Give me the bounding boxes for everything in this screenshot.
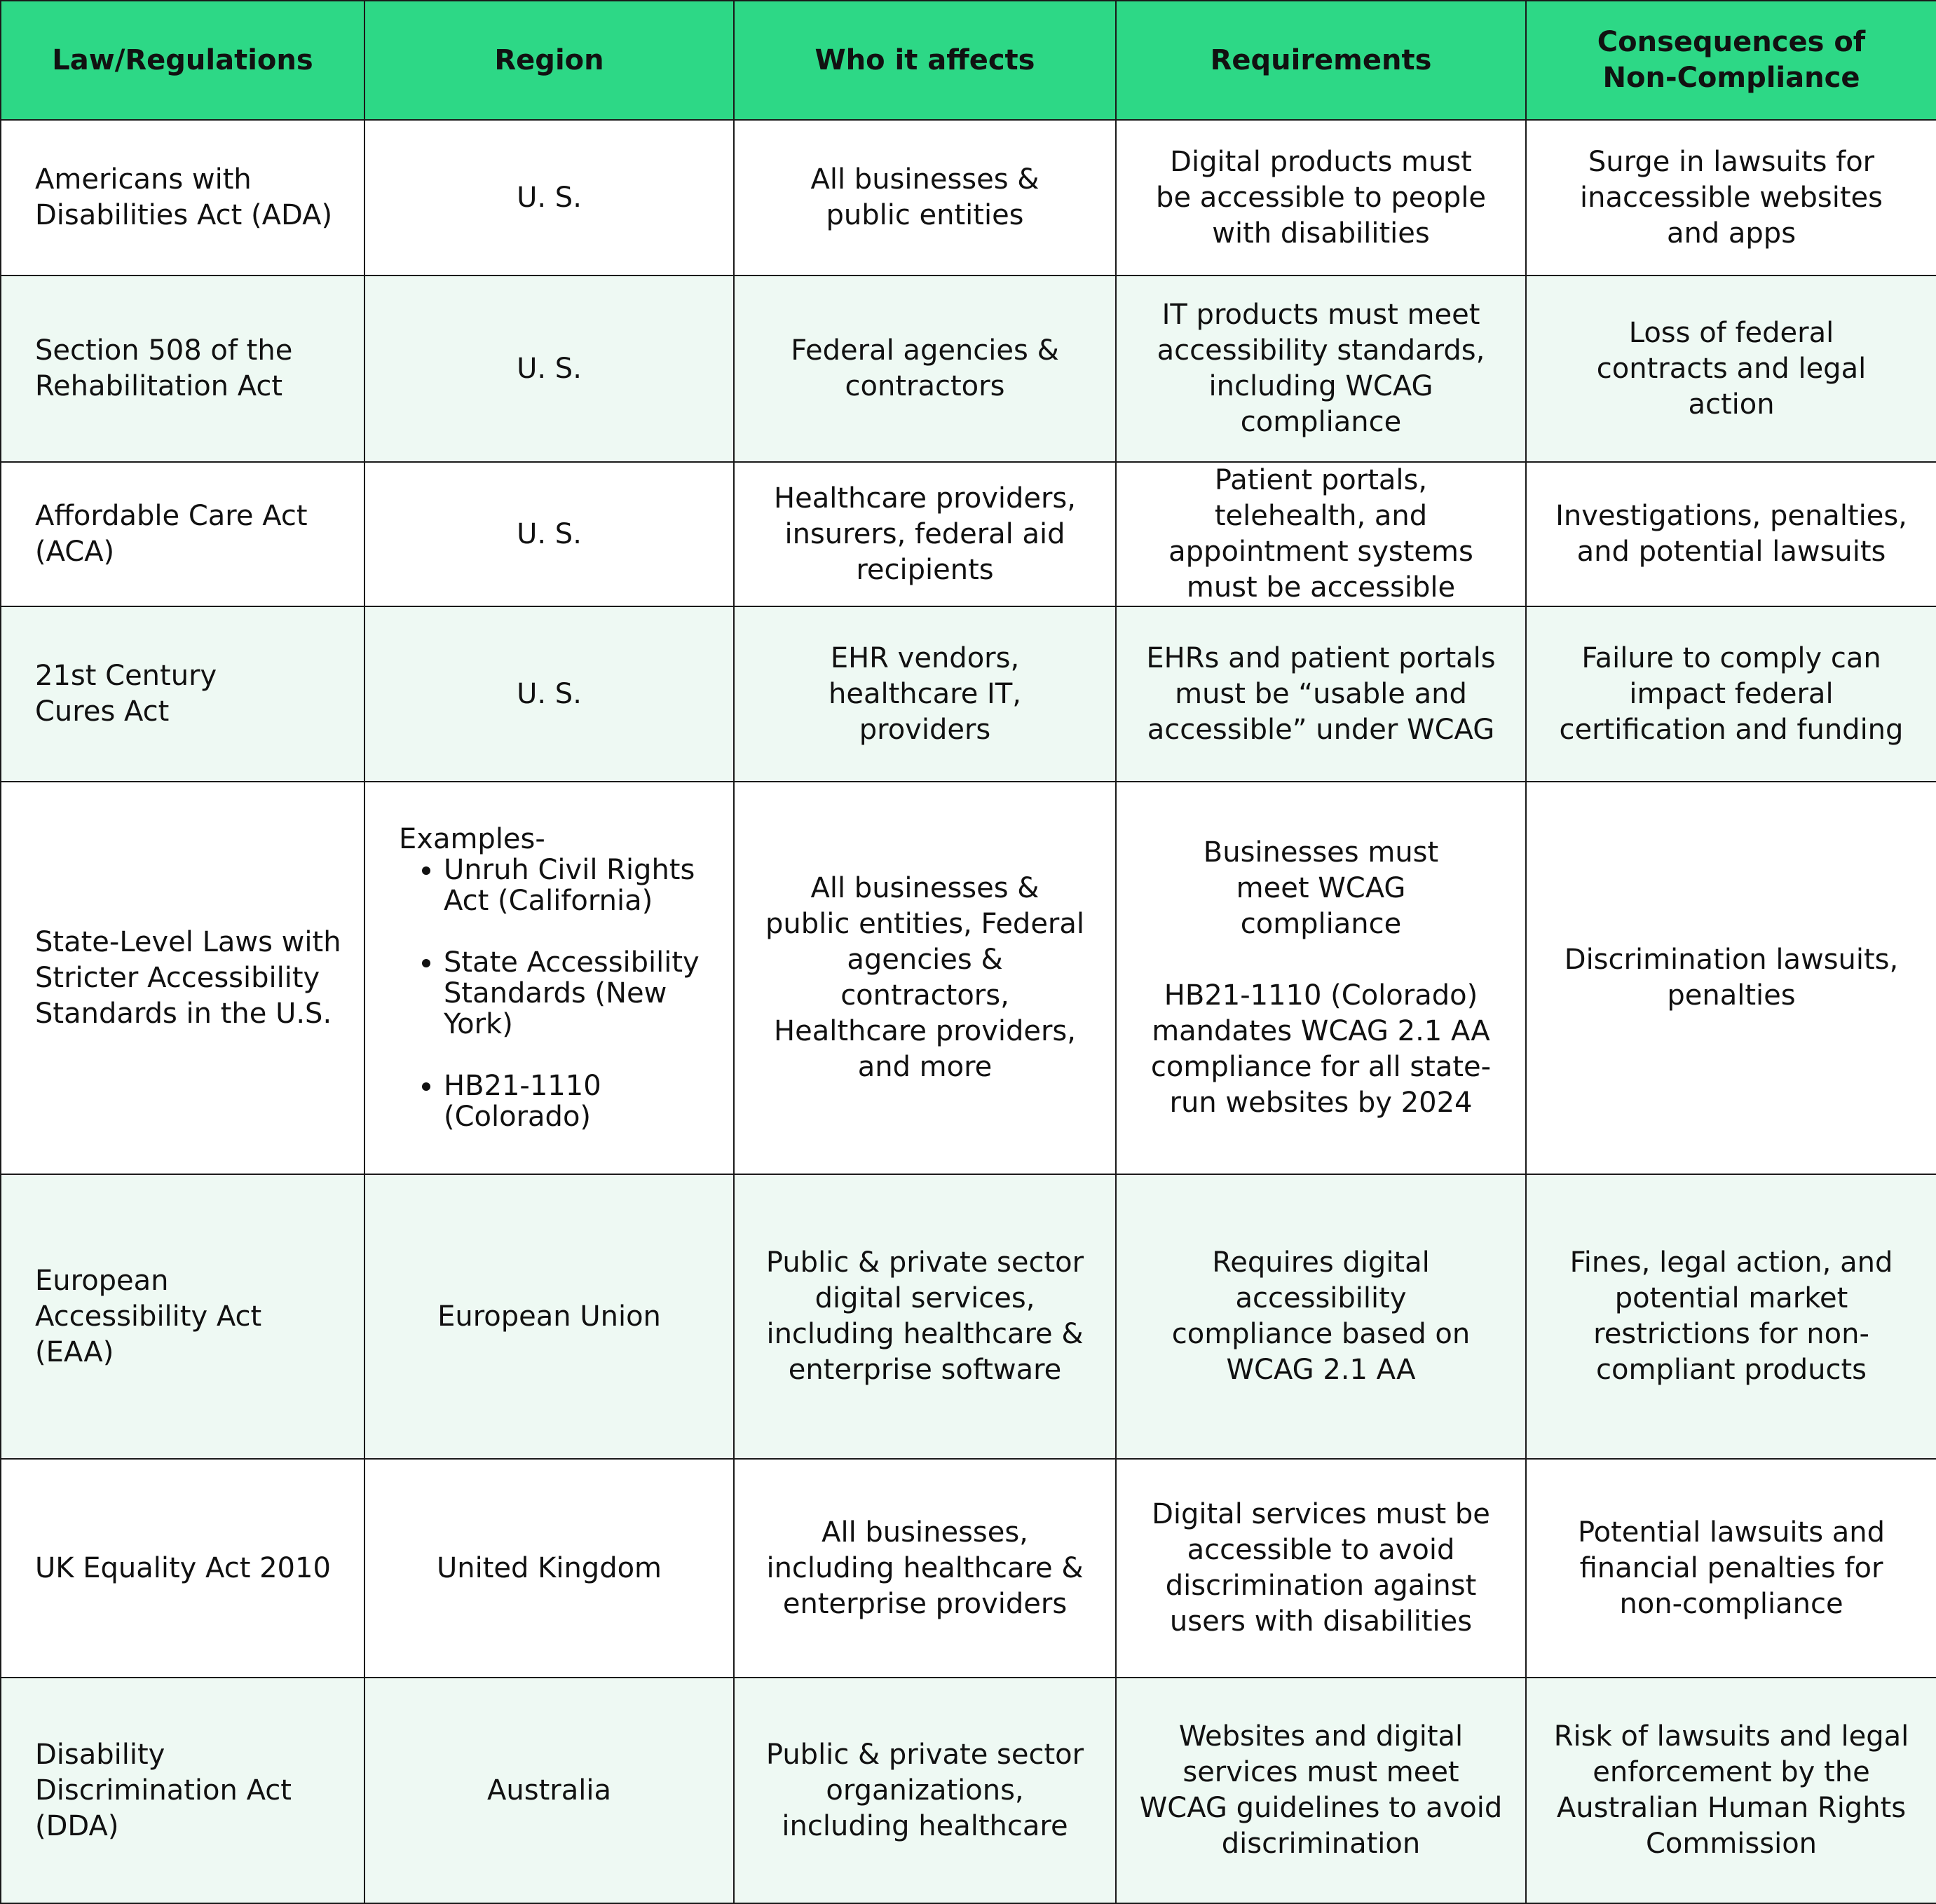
table-row: [1, 606, 1936, 782]
cell-requirements: Digital services must be accessible to avoid discrimination against users with disabilities: [1116, 1459, 1526, 1678]
cell-affects: All businesses, including healthcare & enterprise providers: [734, 1459, 1116, 1678]
table-row: [1, 120, 1936, 276]
header-row: [1, 1, 1936, 120]
examples-label: Examples-: [399, 823, 545, 855]
table-row: [1, 782, 1936, 1174]
cell-requirements: IT products must meet accessibility standards, including WCAG compliance: [1116, 276, 1526, 462]
cell-affects: All businesses & public entities: [734, 120, 1116, 276]
cell-region: U. S.: [364, 606, 734, 782]
cell-law: European Accessibility Act (EAA): [1, 1174, 364, 1459]
list-item: • State Accessibility Standards (New York): [444, 947, 719, 1040]
cell-law: Disability Discrimination Act (DDA): [1, 1678, 364, 1903]
cell-requirements: [1116, 782, 1526, 1174]
cell-consequences: Surge in lawsuits for inaccessible websites and apps: [1526, 120, 1936, 276]
cell-law: Americans with Disabilities Act (ADA): [1, 120, 364, 276]
header-region: Region: [364, 1, 734, 120]
cell-consequences: Discrimination lawsuits, penalties: [1526, 782, 1936, 1174]
cell-law: Affordable Care Act (ACA): [1, 462, 364, 606]
header-consequences: Consequences of Non-Compliance: [1526, 1, 1936, 120]
list-item: • HB21-1110 (Colorado): [444, 1070, 719, 1132]
requirements-text: Businesses must meet WCAG compliance: [1203, 836, 1439, 940]
cell-consequences: Investigations, penalties, and potential lawsuits: [1526, 462, 1936, 606]
cell-region: European Union: [364, 1174, 734, 1459]
cell-law: State-Level Laws with Stricter Accessibility Standards in the U.S.: [1, 782, 364, 1174]
cell-region: U. S.: [364, 276, 734, 462]
spacer: [1145, 942, 1497, 978]
cell-region: United Kingdom: [364, 1459, 734, 1678]
table-row: [1, 462, 1936, 606]
cell-consequences: Failure to comply can impact federal certification and funding: [1526, 606, 1936, 782]
table-row: [1, 1678, 1936, 1903]
cell-consequences: Loss of federal contracts and legal action: [1526, 276, 1936, 462]
cell-affects: All businesses & public entities, Federal agencies & contractors, Healthcare providers, and more: [734, 782, 1116, 1174]
cell-affects: EHR vendors, healthcare IT, providers: [734, 606, 1116, 782]
cell-region: U. S.: [364, 462, 734, 606]
cell-requirements: Requires digital accessibility compliance based on WCAG 2.1 AA: [1116, 1174, 1526, 1459]
cell-law: Section 508 of the Rehabilitation Act: [1, 276, 364, 462]
cell-affects: Public & private sector organizations, including healthcare: [734, 1678, 1116, 1903]
cell-law: UK Equality Act 2010: [1, 1459, 364, 1678]
header-affects: Who it affects: [734, 1, 1116, 120]
header-requirements: Requirements: [1116, 1, 1526, 120]
cell-requirements: Websites and digital services must meet WCAG guidelines to avoid discrimination: [1116, 1678, 1526, 1903]
cell-consequences: Risk of lawsuits and legal enforcement by the Australian Human Rights Commission: [1526, 1678, 1936, 1903]
cell-region-examples: [364, 782, 734, 1174]
cell-affects: Public & private sector digital services, including healthcare & enterprise software: [734, 1174, 1116, 1459]
cell-affects: Healthcare providers, insurers, federal aid recipients: [734, 462, 1116, 606]
cell-law: 21st Century Cures Act: [1, 606, 364, 782]
cell-region: U. S.: [364, 120, 734, 276]
list-item: • Unruh Civil Rights Act (California): [444, 855, 719, 916]
table-row: [1, 276, 1936, 462]
table-row: [1, 1174, 1936, 1459]
examples-list: [399, 855, 719, 1132]
cell-requirements: Patient portals, telehealth, and appointment systems must be accessible: [1116, 462, 1526, 606]
table-row: [1, 1459, 1936, 1678]
header-law: Law/Regulations: [1, 1, 364, 120]
cell-affects: Federal agencies & contractors: [734, 276, 1116, 462]
cell-region: Australia: [364, 1678, 734, 1903]
cell-requirements: Digital products must be accessible to people with disabilities: [1116, 120, 1526, 276]
cell-consequences: Fines, legal action, and potential market restrictions for non-compliant products: [1526, 1174, 1936, 1459]
cell-requirements: EHRs and patient portals must be “usable and accessible” under WCAG: [1116, 606, 1526, 782]
cell-consequences: Potential lawsuits and financial penalties for non-compliance: [1526, 1459, 1936, 1678]
requirements-text: HB21-1110 (Colorado) mandates WCAG 2.1 AA compliance for all state-run websites by 2024: [1150, 979, 1492, 1119]
